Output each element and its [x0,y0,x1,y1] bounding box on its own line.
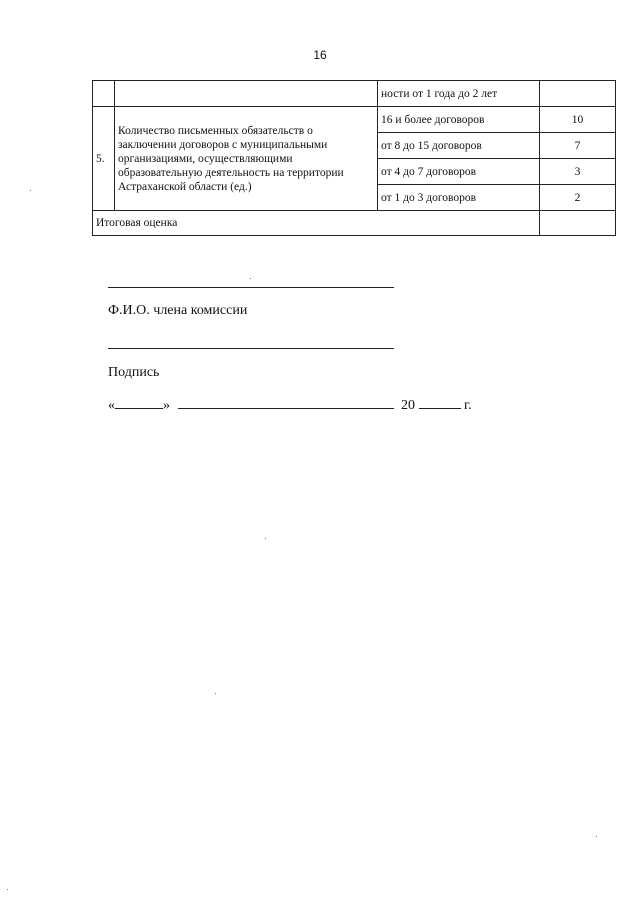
option-label: от 4 до 7 договоров [378,159,540,185]
description-cell [115,81,378,107]
table-row [93,107,616,133]
scan-speck [596,836,597,837]
month-blank [178,396,394,409]
date-close-quote: » [163,398,170,413]
scan-speck [7,889,8,890]
criteria-table [92,80,616,236]
signature-blank-line [108,348,394,349]
option-cell: ности от 1 года до 2 лет [378,81,540,107]
date-line [108,396,472,414]
date-open-quote: « [108,398,115,413]
day-blank [115,396,163,409]
fio-blank-line [108,287,394,288]
year-blank [419,396,461,409]
option-score: 2 [540,185,616,211]
fio-label: Ф.И.О. члена комиссии [108,303,248,318]
scan-speck [215,693,216,694]
total-label: Итоговая оценка [93,211,540,236]
page-number: 16 [313,48,327,62]
signature-label: Подпись [108,365,160,380]
scan-speck [265,538,266,539]
option-label: от 1 до 3 договоров [378,185,540,211]
option-score: 10 [540,107,616,133]
option-score: 3 [540,159,616,185]
criterion-description: Количество письменных обязательств о заключении договоров с муниципальными организациями, осуществляющими образовательную деятельность на территории Астраханской области (ед.) [115,107,378,211]
scan-speck [30,190,31,191]
table-row-total [93,211,616,236]
scan-speck [250,278,251,279]
number-cell [93,81,115,107]
criterion-number: 5. [93,107,115,211]
option-score: 7 [540,133,616,159]
score-cell [540,81,616,107]
year-prefix: 20 [401,398,415,413]
option-label: от 8 до 15 договоров [378,133,540,159]
year-suffix: г. [464,398,472,413]
option-label: 16 и более договоров [378,107,540,133]
total-score [540,211,616,236]
table-row-continuation [93,81,616,107]
